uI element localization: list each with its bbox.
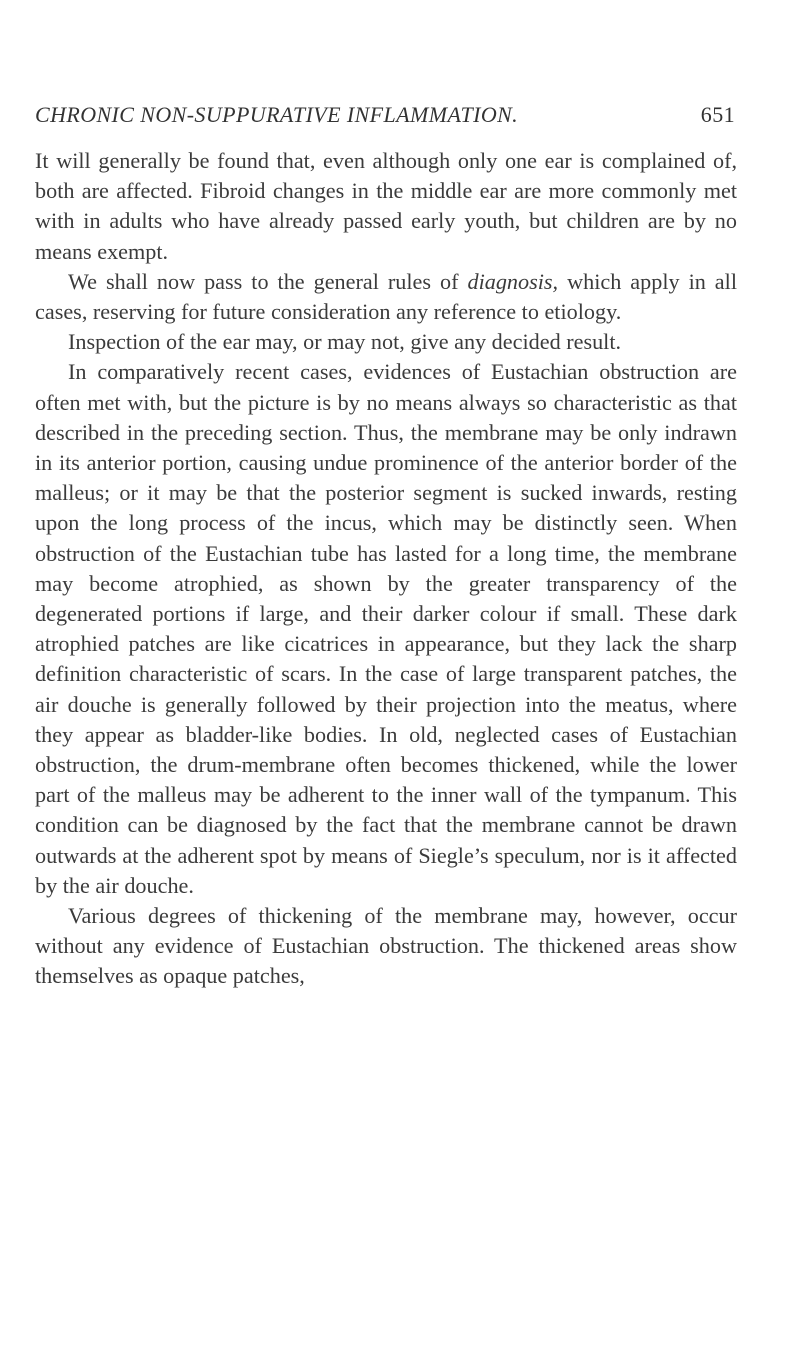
paragraph: Inspection of the ear may, or may not, give any decided result. xyxy=(68,329,622,355)
paragraph-text: which apply in all cases, reserving for future consideration any reference to etiology. xyxy=(35,268,737,325)
emphasized-term: diagnosis, xyxy=(467,268,559,294)
paragraph: It will generally be found that, even although only one ear is complained of, both are affected. Fibroid changes in the middle ear are more commonly met with in adults who have already passed early youth, but children are by no means exempt. xyxy=(35,148,737,264)
page-number: 651 xyxy=(700,102,735,127)
paragraph-text: We shall now pass to the general rules of xyxy=(68,268,468,294)
paragraph: In comparatively recent cases, evidences of Eustachian obstruction are often met with, but the picture is by no means always so characteristic as that described in the preceding section. Thus, the membrane may be only indrawn in its anterior portion, causing undue prominence of the anterior border of the malleus; or it may be that the posterior segment is sucked inwards, resting upon the long process of the incus, which may be distinctly seen. When obstruction of the Eustachian tube has lasted for a long time, the membrane may become atrophied, as shown by the greater transparency of the degenerated portions if large, and their darker colour if small. These dark atrophied patches are like cicatrices in appearance, but they lack the sharp definition characteristic of scars. In the case of large transparent patches, the air douche is generally followed by their projection into the meatus, where they appear as bladder-like bodies. In old, neglected cases of Eustachian obstruction, the drum-membrane often becomes thickened, while the lower part of the malleus may be adherent to the inner wall of the tympanum. This condition can be diagnosed by the fact that the membrane cannot be drawn outwards at the adherent spot by means of Siegle’s speculum, nor is it affected by the air douche. xyxy=(35,359,737,898)
page-header xyxy=(35,102,735,136)
body-text xyxy=(35,146,737,992)
paragraph: Various degrees of thickening of the membrane may, however, occur without any evidence of Eustachian obstruction. The thickened areas show themselves as opaque patches, xyxy=(35,903,737,989)
paragraph xyxy=(35,267,737,327)
running-title: CHRONIC NON-SUPPURATIVE INFLAMMATION. xyxy=(35,102,519,127)
